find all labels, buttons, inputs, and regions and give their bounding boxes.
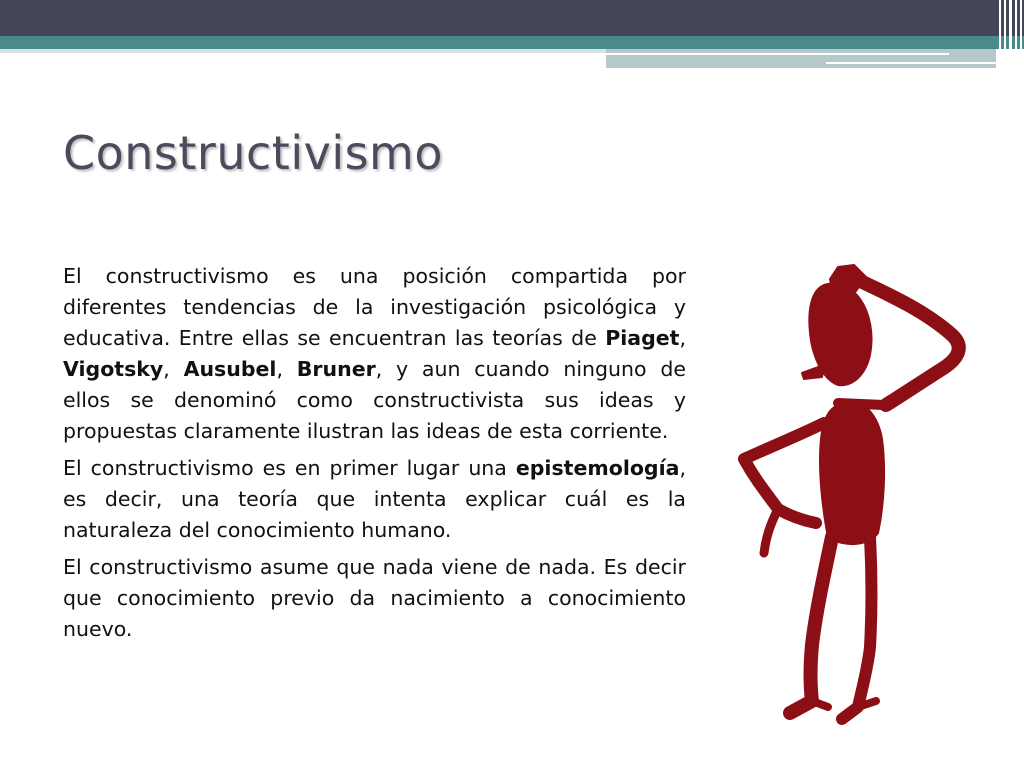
header-stripes	[996, 0, 1024, 70]
text-run: El constructivismo es en primer lugar una	[63, 456, 516, 480]
bold-term: Bruner	[296, 357, 376, 381]
bold-term: Vigotsky	[63, 357, 164, 381]
header-rule	[606, 53, 949, 55]
text-run: , y aun cuando ninguno de ellos se denominó como constructivista sus ideas y propuestas claramente ilustran las ideas de esta corriente.	[63, 357, 686, 443]
body-paragraph	[63, 453, 686, 546]
body-paragraph	[63, 552, 686, 645]
slide-body	[63, 261, 686, 651]
slide-title: Constructivismo	[63, 126, 444, 180]
header-bar-light	[0, 49, 606, 53]
thinking-person-icon	[720, 255, 990, 735]
header-rule	[826, 62, 996, 64]
text-run: ,	[163, 357, 184, 381]
text-run: El constructivismo es una posición compartida por diferentes tendencias de la investigación psicológica y educativa. Entre ellas se encuentran las teorías de	[63, 264, 686, 350]
text-run: El constructivismo asume que nada viene de nada. Es decir que conocimiento previo da nacimiento a conocimiento nuevo.	[63, 555, 686, 641]
header-bar-teal	[0, 36, 1024, 49]
header-bar-accent	[606, 49, 996, 68]
body-paragraph	[63, 261, 686, 447]
header-band	[0, 0, 1024, 70]
bold-term: Ausubel	[183, 357, 277, 381]
text-run: ,	[679, 326, 686, 350]
header-bar-dark	[0, 0, 1024, 36]
bold-term: Piaget	[605, 326, 680, 350]
text-run: , es decir, una teoría que intenta explicar cuál es la naturaleza del conocimiento humano.	[63, 456, 686, 542]
bold-term: epistemología	[515, 456, 680, 480]
text-run: ,	[276, 357, 297, 381]
